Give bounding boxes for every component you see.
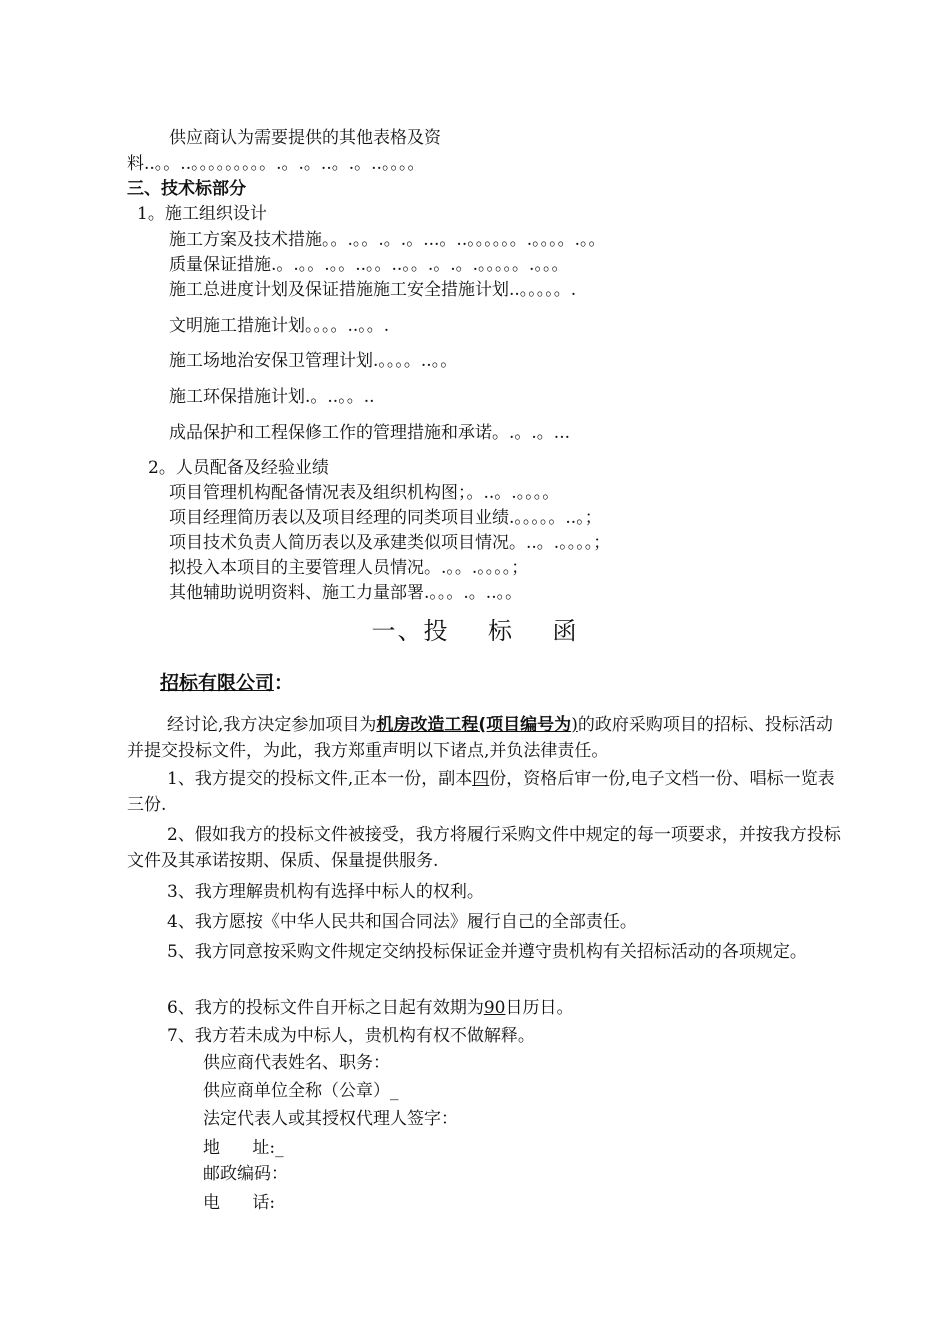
- clause-4-text: 4、我方愿按《中华人民共和国合同法》履行自己的全部责任。: [167, 912, 637, 932]
- project-close: ): [571, 715, 578, 735]
- toc-item: 施工环保措施计划.。..。。..: [169, 387, 375, 407]
- validity-days: 90: [483, 998, 506, 1018]
- toc-other-forms-cont: 料..。。..。。。。。。。。。.。.。..。.。..。。。。: [127, 154, 425, 174]
- clause-5: [127, 939, 847, 965]
- toc-item: 拟投入本项目的主要管理人员情况。.。。.。。。。；: [169, 558, 529, 578]
- clause-3-text: 3、我方理解贵机构有选择中标人的权利。: [167, 882, 484, 902]
- clause-6: [127, 995, 847, 1021]
- address-field: 地 址:_: [203, 1138, 284, 1158]
- clause-2: [127, 822, 847, 874]
- unit-name-field: 供应商单位全称（公章）_: [203, 1081, 399, 1101]
- toc-item: 项目经理简历表以及项目经理的同类项目业绩.。。。。。..。；: [169, 508, 602, 528]
- toc-item: 项目管理机构配备情况表及组织机构图；。..。.。。。。: [169, 483, 560, 503]
- toc-item: 质量保证措施.。.。。.。。..。。..。。.。.。.。。。。。.。。。: [169, 255, 569, 275]
- toc-item: 文明施工措施计划。。。。..。。.: [169, 316, 390, 336]
- legal-sign-field: 法定代表人或其授权代理人签字：: [203, 1109, 458, 1129]
- toc-item: 施工方案及技术措施。。.。。.。.。...。..。。。。。。.。。。。.。。: [169, 230, 606, 250]
- intro-text-a: 经讨论,我方决定参加项目为: [167, 715, 377, 735]
- clause-5-text: 5、我方同意按采购文件规定交纳投标保证金并遵守贵机构有关招标活动的各项规定。: [167, 942, 807, 962]
- subsection1-title: 1。施工组织设计: [137, 204, 267, 224]
- clause-4: [127, 909, 847, 935]
- postcode-field: 邮政编码：: [203, 1164, 288, 1184]
- copies-count: 四: [472, 769, 490, 789]
- clause-1: [127, 766, 847, 818]
- toc-item: 项目技术负责人简历表以及承建类似项目情况。..。.。。。。；: [169, 533, 611, 553]
- toc-item: 施工总进度计划及保证措施施工安全措施计划..。。。。。.: [169, 280, 577, 300]
- clause-7-text: 7、我方若未成为中标人，贵机构有权不做解释。: [167, 1026, 535, 1046]
- project-name: 机房改造工程(项目编号为: [376, 715, 572, 735]
- clause-2-text: 2、假如我方的投标文件被接受，我方将履行采购文件中规定的每一项要求，并按我方投标文件及其承诺按期、保质、保量提供服务.: [127, 825, 841, 871]
- toc-other-forms: 供应商认为需要提供的其他表格及资: [169, 128, 441, 148]
- toc-item: 施工场地治安保卫管理计划.。。。。..。。: [169, 351, 458, 371]
- clause-3: [127, 879, 847, 905]
- section3-title: 三、技术标部分: [127, 179, 246, 199]
- subsection2-title: 2。人员配备及经验业绩: [148, 458, 329, 478]
- clause-1-b: 份，资格后审一份,电子文档一份、唱标一览表三份.: [127, 769, 835, 815]
- toc-item: 其他辅助说明资料、施工力量部署.。。。.。..。。: [169, 583, 523, 603]
- toc-item: 成品保护和工程保修工作的管理措施和承诺。.。.。...: [169, 423, 571, 443]
- clause-6-a: 6、我方的投标文件自开标之日起有效期为: [167, 998, 484, 1018]
- clause-1-a: 1、我方提交的投标文件,正本一份，副本: [167, 769, 473, 789]
- addressee: [160, 670, 293, 696]
- addressee-name: 招标有限公司: [160, 672, 275, 694]
- phone-field: 电 话:: [203, 1193, 276, 1213]
- clause-6-b: 日历日。: [505, 998, 574, 1018]
- clause-7: [127, 1023, 847, 1049]
- intro-paragraph: [127, 712, 847, 764]
- intro-text-b: 的政府采购项目的招标、投标活动并提交投标文件，为此，我方郑重声明以下诸点,并负法律责任。: [127, 715, 833, 761]
- rep-name-field: 供应商代表姓名、职务：: [203, 1053, 390, 1073]
- letter-title: 一、投 标 函: [371, 617, 579, 645]
- addressee-colon: ：: [274, 672, 294, 694]
